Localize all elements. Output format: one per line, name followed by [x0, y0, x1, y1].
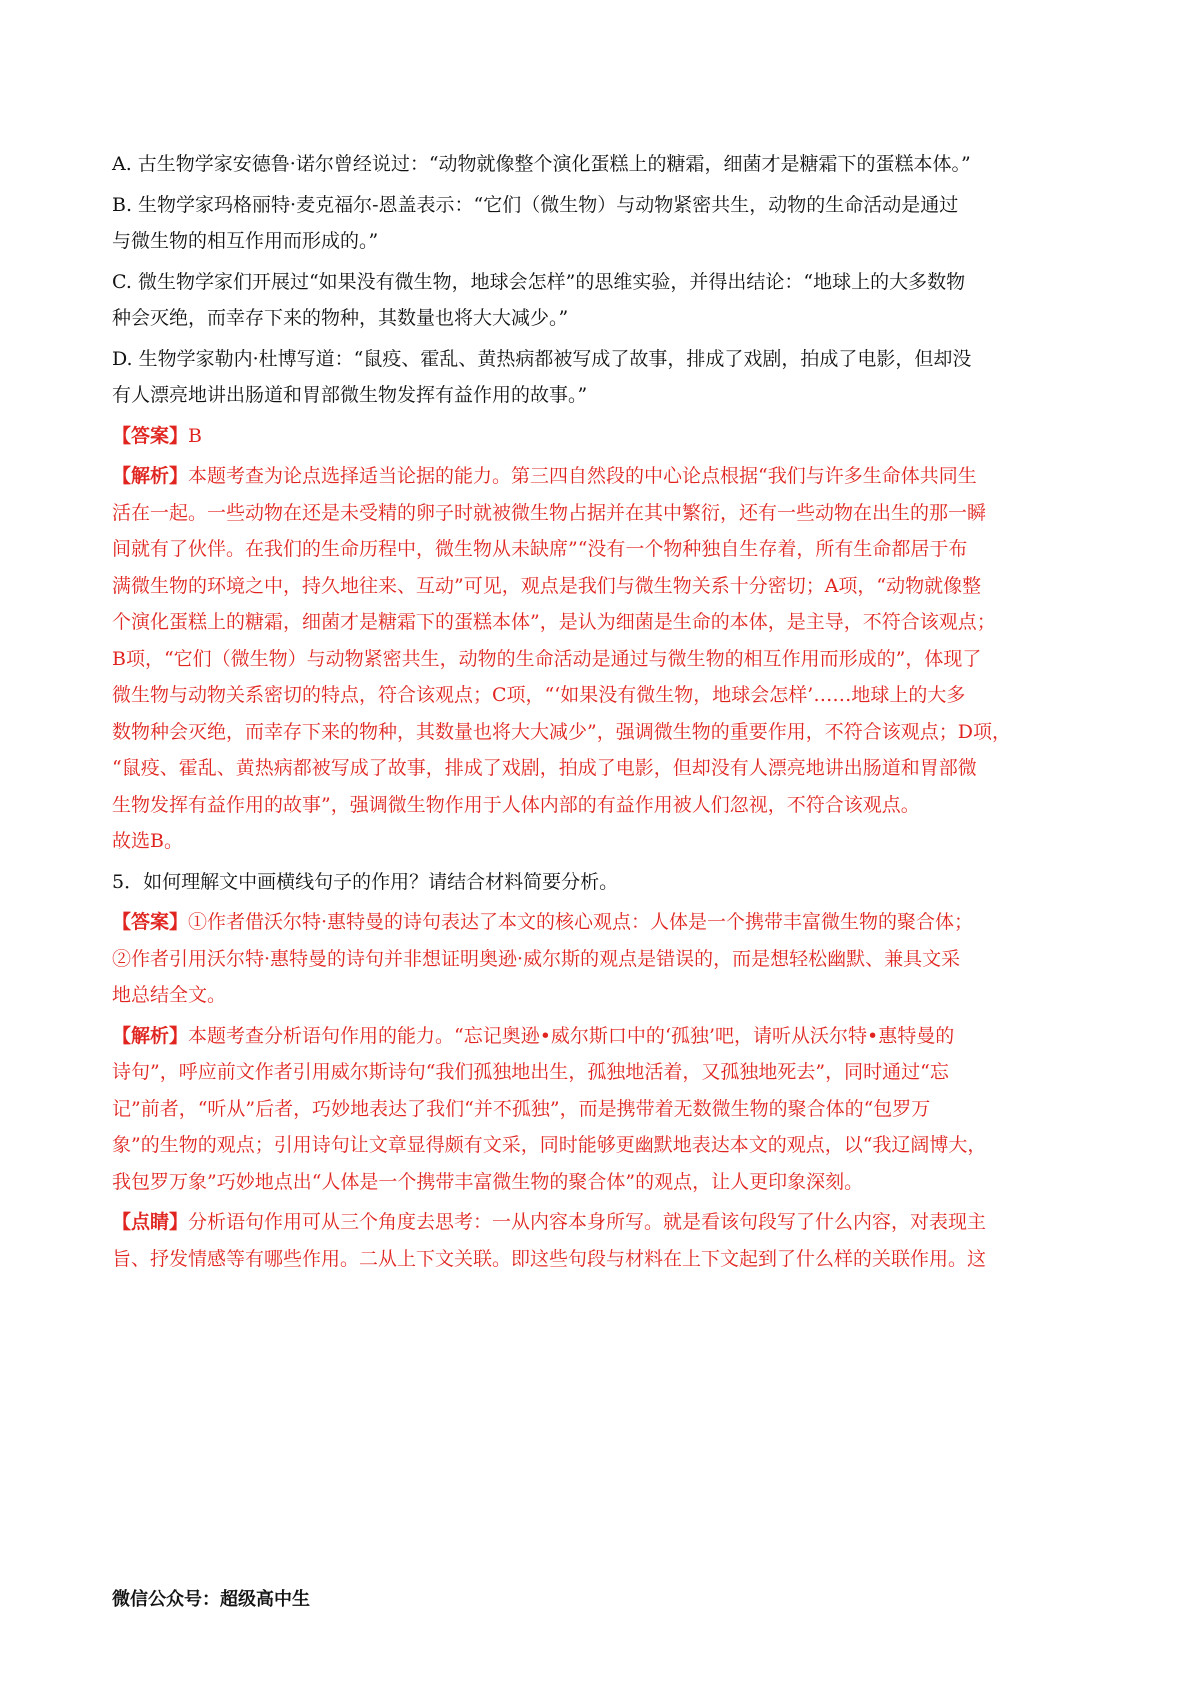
q4-analysis-line-7: 微生物与动物关系密切的特点，符合该观点；C项，“‘如果没有微生物，地球会怎样’……地球上的大多 — [112, 684, 966, 706]
q5-analysis-line-3: 记”前者，“听从”后者，巧妙地表达了我们“并不孤独”，而是携带着无数微生物的聚合体的“包罗万 — [112, 1097, 931, 1120]
footer-wechat: 微信公众号：超级高中生 — [112, 1589, 310, 1610]
answer-tag: 【答案】 — [112, 424, 189, 447]
answer-tag: 【答案】 — [112, 911, 189, 933]
q4-analysis-line-9: “鼠疫、霍乱、黄热病都被写成了故事，排成了戏剧，拍成了电影，但却没有人漂亮地讲出肠道和胃部微 — [112, 757, 977, 779]
q4-analysis-line-5: 个演化蛋糕上的糖霜，细菌才是糖霜下的蛋糕本体”，是认为细菌是生命的本体，是主导，不符合该观点； — [112, 611, 996, 633]
q5-analysis-line-2: 诗句”，呼应前文作者引用威尔斯诗句“我们孤独地出生，孤独地活着，又孤独地死去”，同时通过“忘 — [112, 1061, 949, 1083]
q4-analysis-line-6: B项，“它们（微生物）与动物紧密共生，动物的生命活动是通过与微生物的相互作用而形成的”，体现了 — [112, 647, 982, 670]
option-a: A. 古生物学家安德鲁·诺尔曾经说过：“动物就像整个演化蛋糕上的糖霜，细菌才是糖霜下的蛋糕本体。” — [112, 153, 971, 175]
analysis-tag: 【解析】 — [112, 465, 189, 487]
q4-analysis-line-2: 活在一起。一些动物在还是未受精的卵子时就被微生物占据并在其中繁衍，还有一些动物在出生的那一瞬 — [112, 501, 987, 524]
q5-analysis-line-4: 象”的生物的观点；引用诗句让文章显得颇有文采，同时能够更幽默地表达本文的观点，以“我辽阔博大， — [112, 1134, 987, 1156]
q5-answer-line-1: 【答案】①作者借沃尔特·惠特曼的诗句表达了本文的核心观点：人体是一个携带丰富微生物的聚合体； — [112, 911, 974, 933]
answer-value: B — [188, 424, 202, 447]
option-b-line-1: B. 生物学家玛格丽特·麦克福尔-恩盖表示：“它们（微生物）与动物紧密共生，动物的生命活动是通过 — [112, 193, 959, 216]
page-content — [112, 146, 1097, 1277]
q4-conclusion: 故选B。 — [112, 830, 183, 852]
option-d-line-2: 有人漂亮地讲出肠道和胃部微生物发挥有益作用的故事。” — [112, 384, 588, 406]
q4-analysis-line-3: 间就有了伙伴。在我们的生命历程中，微生物从未缺席”“没有一个物种独自生存着，所有生命都居于布 — [112, 538, 968, 560]
tip-tag: 【点睛】 — [112, 1211, 189, 1233]
q4-answer — [112, 418, 1097, 455]
q5-question: 5．如何理解文中画横线句子的作用？请结合材料简要分析。 — [112, 870, 619, 893]
option-c-line-1: C. 微生物学家们开展过“如果没有微生物，地球会怎样”的思维实验，并得出结论：“地球上的大多数物 — [112, 270, 966, 293]
q5-analysis-line-5: 我包罗万象”巧妙地点出“人体是一个携带丰富微生物的聚合体”的观点，让人更印象深刻。 — [112, 1170, 864, 1193]
option-d-line-1: D. 生物学家勒内·杜博写道：“鼠疫、霍乱、黄热病都被写成了故事，排成了戏剧，拍成了电影，但却没 — [112, 347, 972, 370]
q4-analysis-line-1: 【解析】本题考查为论点选择适当论据的能力。第三四自然段的中心论点根据“我们与许多生命体共同生 — [112, 465, 977, 487]
q4-analysis-line-4: 满微生物的环境之中，持久地往来、互动”可见，观点是我们与微生物关系十分密切；A项，“动物就像整 — [112, 574, 982, 597]
option-c-line-2: 种会灭绝，而幸存下来的物种，其数量也将大大减少。” — [112, 307, 569, 329]
analysis-tag: 【解析】 — [112, 1024, 189, 1047]
q4-analysis-line-10: 生物发挥有益作用的故事”，强调微生物作用于人体内部的有益作用被人们忽视，不符合该观点。 — [112, 793, 920, 816]
q5-analysis-line-1: 【解析】本题考查分析语句作用的能力。“忘记奥逊•威尔斯口中的‘孤独’吧，请听从沃尔特•惠特曼的 — [112, 1024, 955, 1047]
q4-analysis-line-8: 数物种会灭绝，而幸存下来的物种，其数量也将大大减少”，强调微生物的重要作用，不符合该观点；D项， — [112, 720, 1011, 743]
q5-tip-line-2: 旨、抒发情感等有哪些作用。二从上下文关联。即这些句段与材料在上下文起到了什么样的关联作用。这 — [112, 1247, 987, 1270]
option-b-line-2: 与微生物的相互作用而形成的。” — [112, 230, 379, 252]
q5-tip-line-1: 【点睛】分析语句作用可从三个角度去思考：一从内容本身所写。就是看该句段写了什么内容，对表现主 — [112, 1211, 987, 1233]
q5-answer-line-2: ②作者引用沃尔特·惠特曼的诗句并非想证明奥逊·威尔斯的观点是错误的，而是想轻松幽默、兼具文采 — [112, 947, 961, 970]
q5-answer-line-3: 地总结全文。 — [112, 984, 227, 1006]
